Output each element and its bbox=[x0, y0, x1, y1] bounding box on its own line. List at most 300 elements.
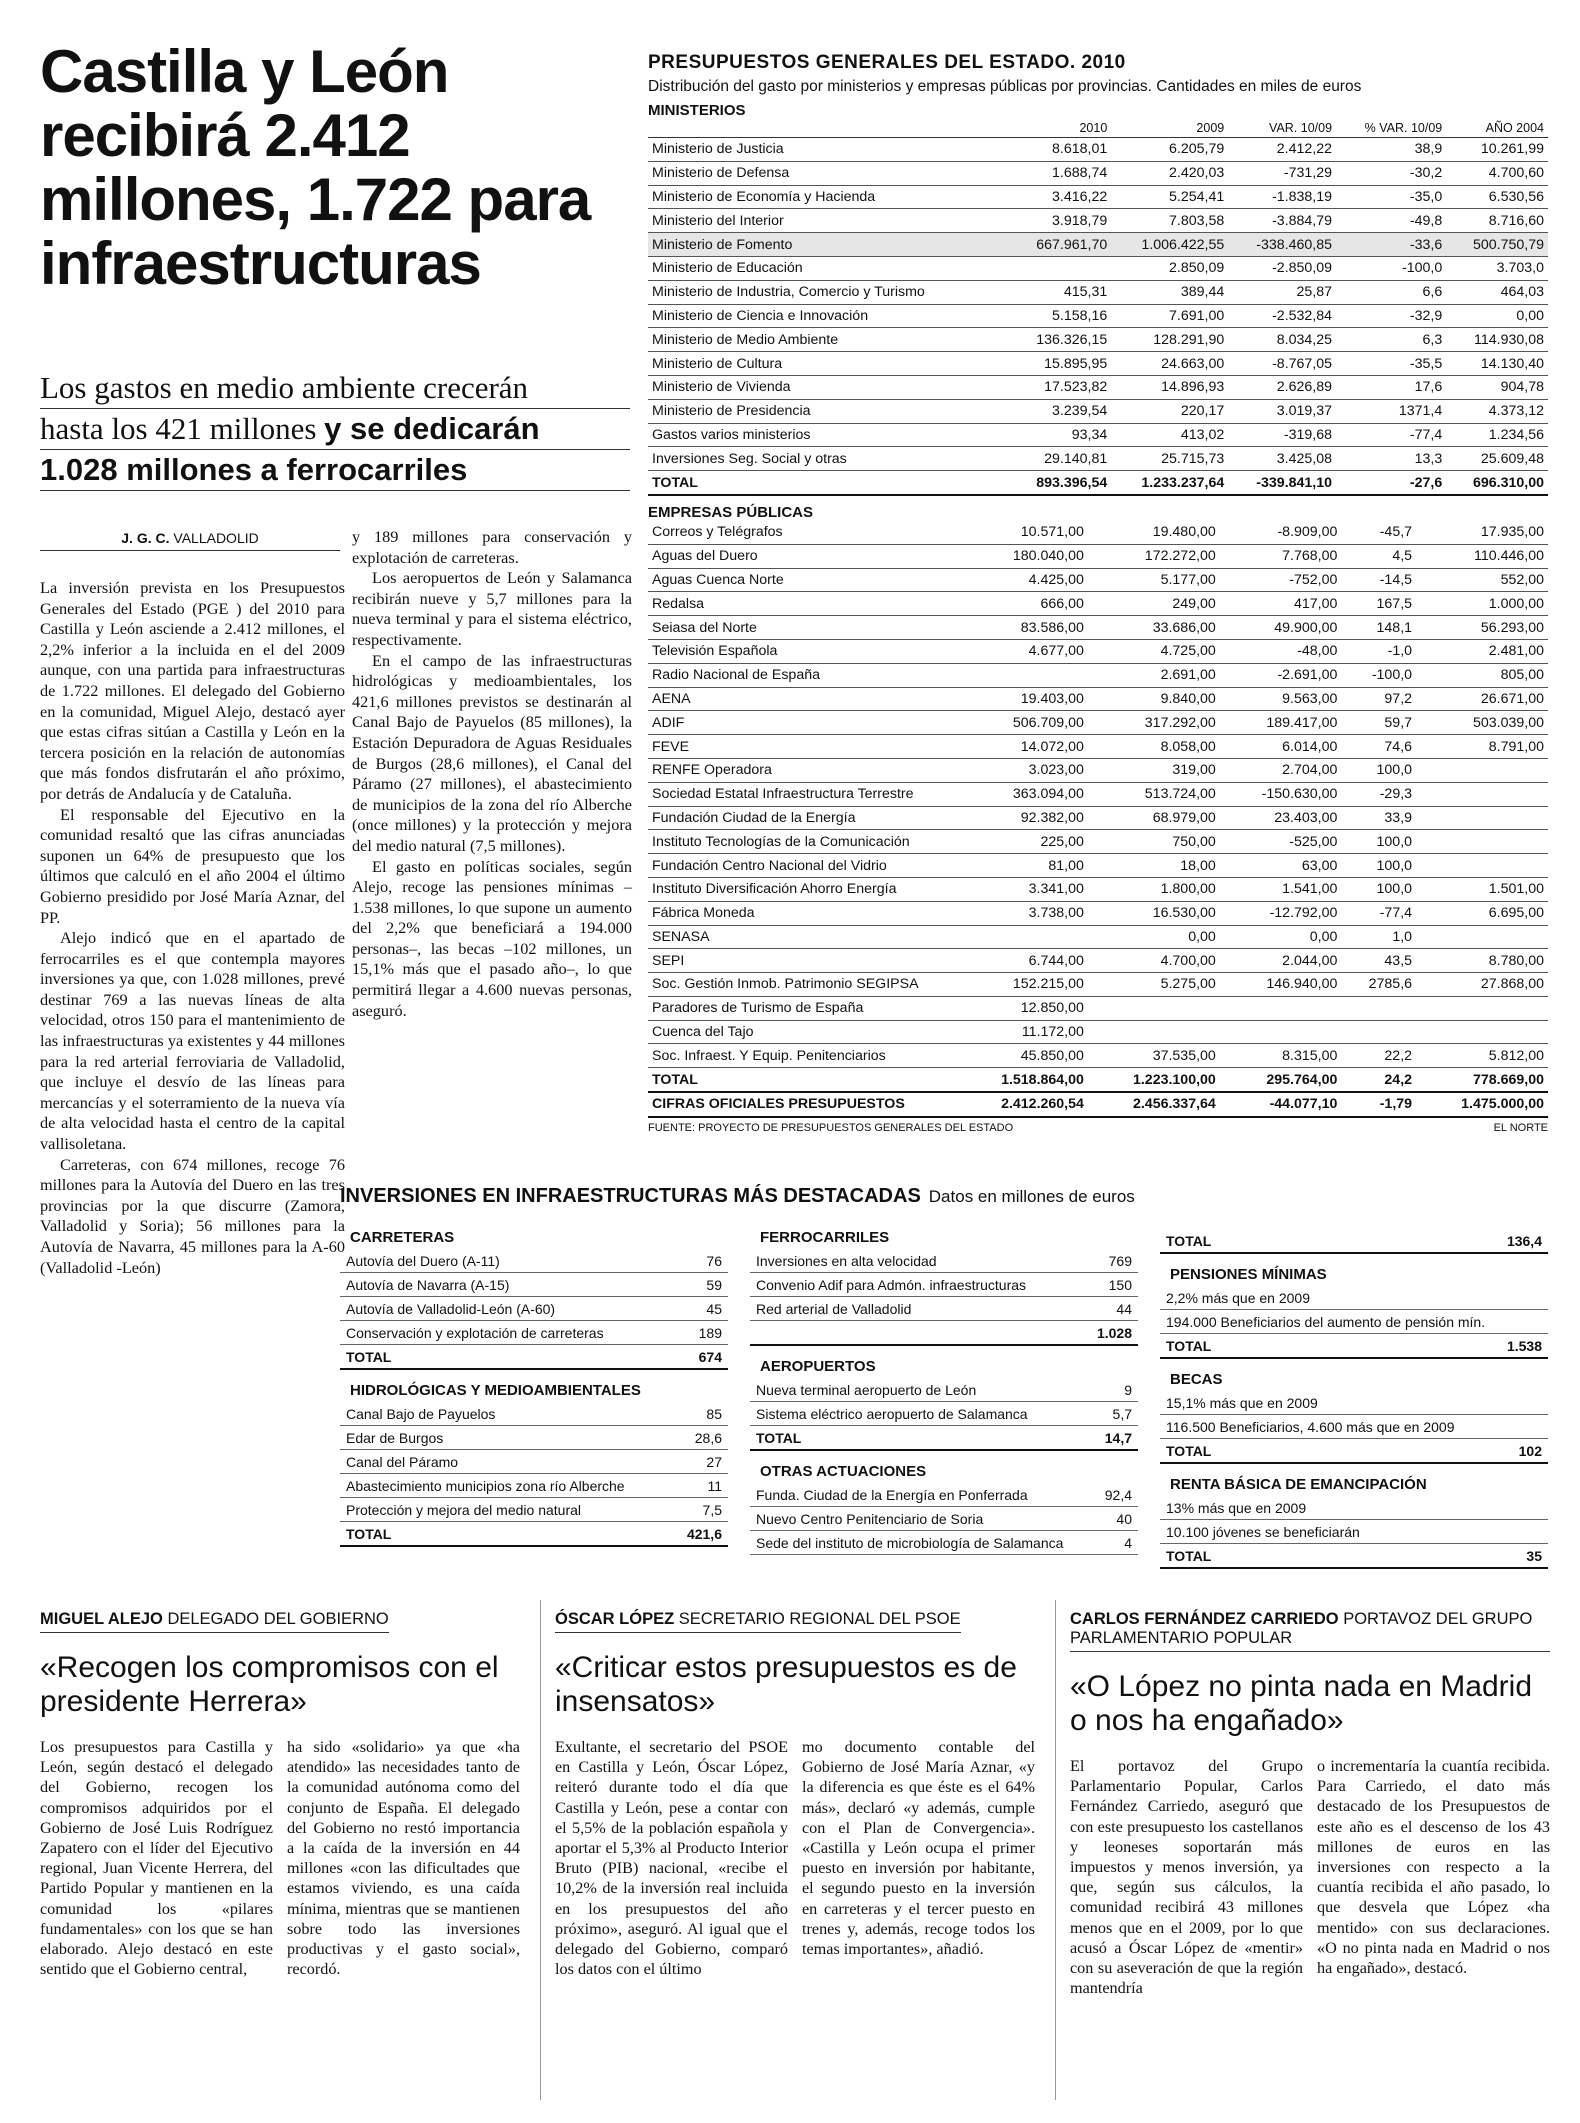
cell-value: 6.530,56 bbox=[1446, 185, 1548, 209]
cell-value: 44 bbox=[1083, 1297, 1138, 1321]
cell-value bbox=[1416, 996, 1548, 1020]
cell-value: 136.326,15 bbox=[1010, 328, 1112, 352]
paragraph: En el campo de las infraestructuras hidrológicas y medioambientales, los 421,6 millones previstos se destinarán al Canal Bajo de Payuelos (85 millones), la Estación Depuradora de Aguas Residuales de Burgos (28,6 millones), el Canal del Páramo (27 millones), el abastecimiento de municipios de la zona del río Alberche (once millones) y la protección y mejora del medio natural (7,5 millones). bbox=[352, 650, 632, 855]
table-row bbox=[648, 616, 1548, 640]
row-label: Radio Nacional de España bbox=[648, 663, 956, 687]
subhead-line-2a: hasta los 421 millones bbox=[40, 411, 317, 446]
quote-title: «O López no pinta nada en Madrid o nos ha engañado» bbox=[1070, 1670, 1532, 1737]
cell-value: 3.019,37 bbox=[1228, 399, 1336, 423]
quote-header bbox=[1070, 1610, 1550, 1652]
row-label: Red arterial de Valladolid bbox=[750, 1297, 1083, 1321]
quote-header bbox=[555, 1610, 961, 1633]
section-empresas: EMPRESAS PÚBLICAS bbox=[648, 503, 814, 521]
table-row bbox=[340, 1273, 728, 1297]
body-column-1 bbox=[40, 578, 345, 1278]
row-label: AENA bbox=[648, 687, 956, 711]
subheadline bbox=[40, 368, 630, 491]
cell-value: 3.341,00 bbox=[956, 877, 1088, 901]
cell-value: -44.077,10 bbox=[1220, 1092, 1342, 1117]
table-row bbox=[648, 185, 1548, 209]
cell-value: -33,6 bbox=[1336, 233, 1446, 257]
row-label: Paradores de Turismo de España bbox=[648, 996, 956, 1020]
cell-value: 1.000,00 bbox=[1416, 592, 1548, 616]
cell-value: -339.841,10 bbox=[1228, 471, 1336, 495]
header-cell: % VAR. 10/09 bbox=[1336, 119, 1446, 138]
cell-value: 40 bbox=[1096, 1507, 1138, 1531]
total-row bbox=[340, 1522, 728, 1547]
cell-value: 2.412,22 bbox=[1228, 138, 1336, 162]
cell-value: 2.626,89 bbox=[1228, 375, 1336, 399]
cell-value: -27,6 bbox=[1336, 471, 1446, 495]
table-row bbox=[1160, 1415, 1548, 1439]
row-label: Sociedad Estatal Infraestructura Terrestre bbox=[648, 782, 956, 806]
row-label: Sede del instituto de microbiología de Salamanca bbox=[750, 1531, 1096, 1555]
cell-value: 97,2 bbox=[1341, 687, 1416, 711]
total-row bbox=[1160, 1229, 1548, 1253]
cell-value: 4,5 bbox=[1341, 544, 1416, 568]
row-label: Ministerio de Medio Ambiente bbox=[648, 328, 1010, 352]
table-row bbox=[648, 687, 1548, 711]
cell-value: 5,7 bbox=[1091, 1402, 1138, 1426]
table-row bbox=[340, 1249, 728, 1273]
cell-value: -100,0 bbox=[1336, 256, 1446, 280]
byline-place: VALLADOLID bbox=[173, 530, 259, 546]
cell-value: 16.530,00 bbox=[1088, 901, 1220, 925]
total-row bbox=[340, 1345, 728, 1370]
cell-value: -731,29 bbox=[1228, 161, 1336, 185]
cell-value: -525,00 bbox=[1220, 830, 1342, 854]
cell-value: 319,00 bbox=[1088, 758, 1220, 782]
row-label: Ministerio de Defensa bbox=[648, 161, 1010, 185]
header-cell: 2010 bbox=[1010, 119, 1112, 138]
cell-value: 9.840,00 bbox=[1088, 687, 1220, 711]
row-label: Ministerio del Interior bbox=[648, 209, 1010, 233]
row-label: Canal Bajo de Payuelos bbox=[340, 1402, 674, 1426]
row-label: 10.100 jóvenes se beneficiarán bbox=[1160, 1520, 1502, 1544]
table-row bbox=[648, 925, 1548, 949]
row-label: Convenio Adif para Admón. infraestructuras bbox=[750, 1273, 1083, 1297]
row-label: 194.000 Beneficiarios del aumento de pensión mín. bbox=[1160, 1310, 1500, 1334]
cell-value: 3.918,79 bbox=[1010, 209, 1112, 233]
row-label: Aguas Cuenca Norte bbox=[648, 568, 956, 592]
cell-value: 8.716,60 bbox=[1446, 209, 1548, 233]
row-label: Televisión Española bbox=[648, 639, 956, 663]
row-label: TOTAL bbox=[340, 1345, 683, 1370]
speaker-name: CARLOS FERNÁNDEZ CARRIEDO bbox=[1070, 1610, 1339, 1628]
quote-lopez bbox=[555, 1610, 1035, 1979]
cell-value bbox=[1088, 1020, 1220, 1044]
cell-value bbox=[1507, 1415, 1548, 1439]
cell-value: -49,8 bbox=[1336, 209, 1446, 233]
quote-alejo bbox=[40, 1610, 520, 1979]
cell-value: 5.812,00 bbox=[1416, 1044, 1548, 1068]
cell-value: 1.538 bbox=[1500, 1334, 1548, 1359]
cell-value: 45.850,00 bbox=[956, 1044, 1088, 1068]
row-label: FEVE bbox=[648, 735, 956, 759]
investment-table bbox=[1160, 1496, 1548, 1569]
cell-value: 24,2 bbox=[1341, 1068, 1416, 1092]
cell-value: 5.158,16 bbox=[1010, 304, 1112, 328]
header-cell bbox=[648, 119, 1010, 138]
empresas-table bbox=[648, 521, 1548, 1118]
cell-value: 12.850,00 bbox=[956, 996, 1088, 1020]
credit: EL NORTE bbox=[1493, 1121, 1548, 1134]
table-row bbox=[648, 877, 1548, 901]
row-label: TOTAL bbox=[1160, 1229, 1373, 1253]
table-row bbox=[648, 568, 1548, 592]
row-label: SEPI bbox=[648, 949, 956, 973]
table-row bbox=[648, 973, 1548, 997]
table-row bbox=[648, 901, 1548, 925]
cell-value: 6.205,79 bbox=[1111, 138, 1228, 162]
cell-value: 893.396,54 bbox=[1010, 471, 1112, 495]
cell-value: 180.040,00 bbox=[956, 544, 1088, 568]
cell-value: -48,00 bbox=[1220, 639, 1342, 663]
cell-value bbox=[1416, 925, 1548, 949]
group-title: HIDROLÓGICAS Y MEDIOAMBIENTALES bbox=[350, 1382, 641, 1399]
cell-value: 25.609,48 bbox=[1446, 447, 1548, 471]
cell-value: 189.417,00 bbox=[1220, 711, 1342, 735]
cell-value bbox=[1500, 1286, 1548, 1310]
group-title: RENTA BÁSICA DE EMANCIPACIÓN bbox=[1170, 1476, 1427, 1493]
investments-column-3 bbox=[1160, 1229, 1548, 1581]
quote-body bbox=[555, 1737, 1035, 1979]
cell-value: 513.724,00 bbox=[1088, 782, 1220, 806]
paragraph: La inversión prevista en los Presupuestos Generales del Estado (PGE ) del 2010 para Castilla y León asciende a 2.412 millones, el 2,2% inferior a la incluida en el del 2009 aunque, con una partida para infraestructuras de 1.722 millones. El delegado del Gobierno en la comunidad, Miguel Alejo, destacó ayer que estas cifras sitúan a Castilla y León en la tercera posición en la relación de autonomías que más fondos disfrutarán el año próximo, por detrás de Andalucía y de Cataluña. bbox=[40, 578, 345, 803]
investment-table bbox=[1160, 1391, 1548, 1464]
quote-title: «Criticar estos presupuestos es de insensatos» bbox=[555, 1651, 1017, 1718]
cell-value bbox=[1500, 1310, 1548, 1334]
cell-value bbox=[1088, 996, 1220, 1020]
quote-column: Exultante, el secretario del PSOE en Castilla y León, Óscar López, reiteró durante todo el día que Castilla y León, pese a contar con el 5,5% de la población española y aportar el 5,3% al Producto Interior Bruto (PIB) nacional, «recibe el 10,2% de la inversión real incluida en los presupuestos del año próximo», aseguró. Al igual que el delegado del Gobierno, comparó los datos con el último bbox=[555, 1738, 788, 1979]
cell-value: 25,87 bbox=[1228, 280, 1336, 304]
speaker-role: SECRETARIO REGIONAL DEL PSOE bbox=[678, 1610, 961, 1628]
cell-value: 27 bbox=[674, 1450, 728, 1474]
investment-table bbox=[1160, 1229, 1548, 1254]
table-row bbox=[648, 328, 1548, 352]
row-label: Ministerio de Industria, Comercio y Turismo bbox=[648, 280, 1010, 304]
cell-value: 7,5 bbox=[674, 1498, 728, 1522]
cell-value: 295.764,00 bbox=[1220, 1068, 1342, 1092]
cell-value: 38,9 bbox=[1336, 138, 1446, 162]
cell-value: -1,79 bbox=[1341, 1092, 1416, 1117]
quote-body bbox=[1070, 1756, 1550, 1998]
cell-value: 14.072,00 bbox=[956, 735, 1088, 759]
table-row bbox=[648, 256, 1548, 280]
cell-value: 9 bbox=[1091, 1378, 1138, 1402]
table-row bbox=[648, 233, 1548, 257]
row-label: 2,2% más que en 2009 bbox=[1160, 1286, 1500, 1310]
cell-value: 15.895,95 bbox=[1010, 352, 1112, 376]
table-row bbox=[648, 209, 1548, 233]
row-label: Ministerio de Ciencia e Innovación bbox=[648, 304, 1010, 328]
cell-value: 85 bbox=[674, 1402, 728, 1426]
cell-value: 11.172,00 bbox=[956, 1020, 1088, 1044]
cell-value: -319,68 bbox=[1228, 423, 1336, 447]
cell-value: 172.272,00 bbox=[1088, 544, 1220, 568]
table-row bbox=[340, 1402, 728, 1426]
cell-value: 49.900,00 bbox=[1220, 616, 1342, 640]
table-row bbox=[750, 1378, 1138, 1402]
cell-value: 3.416,22 bbox=[1010, 185, 1112, 209]
row-label: Ministerio de Educación bbox=[648, 256, 1010, 280]
row-label: Cuenca del Tajo bbox=[648, 1020, 956, 1044]
cell-value: 666,00 bbox=[956, 592, 1088, 616]
byline bbox=[40, 530, 340, 551]
cell-value: 2785,6 bbox=[1341, 973, 1416, 997]
cell-value: 4.700,00 bbox=[1088, 949, 1220, 973]
cell-value: 4.725,00 bbox=[1088, 639, 1220, 663]
row-label: Fundación Ciudad de la Energía bbox=[648, 806, 956, 830]
cell-value bbox=[1416, 782, 1548, 806]
cell-value: 13,3 bbox=[1336, 447, 1446, 471]
cell-value: 2.481,00 bbox=[1416, 639, 1548, 663]
investments-column-2 bbox=[750, 1229, 1138, 1567]
row-label: 116.500 Beneficiarios, 4.600 más que en 2009 bbox=[1160, 1415, 1507, 1439]
cell-value: -2.691,00 bbox=[1220, 663, 1342, 687]
total-row bbox=[1160, 1544, 1548, 1569]
speaker-name: ÓSCAR LÓPEZ bbox=[555, 1610, 675, 1628]
row-label: ADIF bbox=[648, 711, 956, 735]
section-ministerios: MINISTERIOS bbox=[648, 102, 746, 119]
group-title: AEROPUERTOS bbox=[760, 1358, 876, 1375]
cell-value: 389,44 bbox=[1111, 280, 1228, 304]
cell-value bbox=[956, 663, 1088, 687]
cell-value: 100,0 bbox=[1341, 830, 1416, 854]
cell-value: -35,0 bbox=[1336, 185, 1446, 209]
cell-value: 506.709,00 bbox=[956, 711, 1088, 735]
row-label: RENFE Operadora bbox=[648, 758, 956, 782]
cell-value: 150 bbox=[1083, 1273, 1138, 1297]
investment-table bbox=[750, 1249, 1138, 1346]
table-row bbox=[648, 663, 1548, 687]
investment-table bbox=[340, 1402, 728, 1547]
table-row bbox=[648, 639, 1548, 663]
paragraph: Alejo indicó que en el apartado de ferrocarriles es el que contempla mayores inversiones ya que, con 1.028 millones, prevé destinar 769 a las nuevas líneas de alta velocidad, otros 150 para el mantenimiento de las infraestructuras ya existentes y 44 millones para la red arterial ferroviaria de Valladolid, que incluye el desvío de las líneas para mercancías y el soterramiento de la nueva vía de alta velocidad hasta el centro de la capital vallisoletana. bbox=[40, 928, 345, 1154]
cell-value: 11 bbox=[674, 1474, 728, 1498]
investments-subtitle: Datos en millones de euros bbox=[928, 1187, 1135, 1206]
row-label: Autovía de Valladolid-León (A-60) bbox=[340, 1297, 683, 1321]
cell-value: 1,0 bbox=[1341, 925, 1416, 949]
cell-value: 18,00 bbox=[1088, 854, 1220, 878]
quote-column: ha sido «solidario» ya que «ha atendido» las necesidades tanto de la comunidad autónoma como del conjunto de España. El delegado del Gobierno no restó importancia a la caída de la inversión en 44 millones «con las dificultades que estamos viviendo, es una caída mínima, mientras que se mantienen sobre todo las inversiones productivas y el gasto social», recordó. bbox=[287, 1738, 520, 1979]
investment-table bbox=[1160, 1286, 1548, 1359]
row-label: Aguas del Duero bbox=[648, 544, 956, 568]
table-row bbox=[750, 1507, 1138, 1531]
cell-value: 805,00 bbox=[1416, 663, 1548, 687]
cell-value: 667.961,70 bbox=[1010, 233, 1112, 257]
cell-value: 6.014,00 bbox=[1220, 735, 1342, 759]
cell-value: 249,00 bbox=[1088, 592, 1220, 616]
table-row bbox=[750, 1249, 1138, 1273]
header-cell: VAR. 10/09 bbox=[1228, 119, 1336, 138]
cell-value: 2.456.337,64 bbox=[1088, 1092, 1220, 1117]
speaker-name: MIGUEL ALEJO bbox=[40, 1610, 163, 1628]
cell-value: 3.239,54 bbox=[1010, 399, 1112, 423]
cell-value: 4.677,00 bbox=[956, 639, 1088, 663]
row-label: Correos y Telégrafos bbox=[648, 521, 956, 544]
table-row bbox=[648, 304, 1548, 328]
cell-value: 3.703,0 bbox=[1446, 256, 1548, 280]
table-row bbox=[340, 1297, 728, 1321]
cell-value bbox=[1416, 854, 1548, 878]
quote-column: El portavoz del Grupo Parlamentario Popular, Carlos Fernández Carriedo, aseguró que con este presupuesto los castellanos y leoneses soportarán más impuestos y menos inversión, ya que, según sus cálculos, la comunidad recibirá 43 millones menos que en el 2009, por lo que acusó a Óscar López de «mentir» con su aseveración de que la región mantendría bbox=[1070, 1757, 1303, 1998]
table-row bbox=[648, 521, 1548, 544]
cell-value: 2.691,00 bbox=[1088, 663, 1220, 687]
row-label: Canal del Páramo bbox=[340, 1450, 674, 1474]
official-total-row bbox=[648, 1092, 1548, 1117]
row-label: Instituto Diversificación Ahorro Energía bbox=[648, 877, 956, 901]
cell-value: 3.738,00 bbox=[956, 901, 1088, 925]
row-label: Protección y mejora del medio natural bbox=[340, 1498, 674, 1522]
cell-value: 45 bbox=[683, 1297, 728, 1321]
table-header-row bbox=[648, 119, 1548, 138]
cell-value: 17.523,82 bbox=[1010, 375, 1112, 399]
row-label: Instituto Tecnologías de la Comunicación bbox=[648, 830, 956, 854]
cell-value: -30,2 bbox=[1336, 161, 1446, 185]
cell-value: 8.780,00 bbox=[1416, 949, 1548, 973]
quote-title: «Recogen los compromisos con el presidente Herrera» bbox=[40, 1651, 499, 1718]
budget-table-subtitle: Distribución del gasto por ministerios y empresas públicas por provincias. Cantidades en miles de euros bbox=[648, 78, 1362, 95]
total-row bbox=[1160, 1439, 1548, 1464]
cell-value: 8.058,00 bbox=[1088, 735, 1220, 759]
quote-header bbox=[40, 1610, 389, 1633]
cell-value: 10.571,00 bbox=[956, 521, 1088, 544]
quote-column: mo documento contable del Gobierno de José María Aznar, «y la diferencia es que éste es el 64% más», declaró «y además, cumple con el Plan de Convergencia». «Castilla y León ocupa el primer puesto en inversión por habitante, el segundo puesto en la inversión en carreteras y el tercer puesto en trenes y, además, recoge todos los temas importantes», añadió. bbox=[802, 1738, 1035, 1959]
group-title: PENSIONES MÍNIMAS bbox=[1170, 1266, 1327, 1283]
row-label: Funda. Ciudad de la Energía en Ponferrada bbox=[750, 1483, 1096, 1507]
row-label: CIFRAS OFICIALES PRESUPUESTOS bbox=[648, 1092, 956, 1117]
cell-value: 23.403,00 bbox=[1220, 806, 1342, 830]
row-label: TOTAL bbox=[1160, 1439, 1507, 1464]
budget-table-title: PRESUPUESTOS GENERALES DEL ESTADO. 2010 bbox=[648, 52, 1126, 73]
cell-value: 0,00 bbox=[1220, 925, 1342, 949]
cell-value: 28,6 bbox=[674, 1426, 728, 1450]
row-label: TOTAL bbox=[750, 1426, 1091, 1451]
table-row bbox=[1160, 1496, 1548, 1520]
divider bbox=[540, 1600, 541, 2100]
row-label: Inversiones Seg. Social y otras bbox=[648, 447, 1010, 471]
table-row bbox=[340, 1321, 728, 1345]
cell-value: 27.868,00 bbox=[1416, 973, 1548, 997]
cell-value: 136,4 bbox=[1373, 1229, 1548, 1253]
subhead-line-2b: y se dedicarán bbox=[324, 411, 540, 446]
cell-value: -338.460,85 bbox=[1228, 233, 1336, 257]
cell-value: 464,03 bbox=[1446, 280, 1548, 304]
table-row bbox=[340, 1474, 728, 1498]
cell-value: 1.475.000,00 bbox=[1416, 1092, 1548, 1117]
cell-value: -1.838,19 bbox=[1228, 185, 1336, 209]
cell-value: 363.094,00 bbox=[956, 782, 1088, 806]
table-row bbox=[750, 1273, 1138, 1297]
body-column-2 bbox=[352, 527, 632, 1021]
cell-value: -2.850,09 bbox=[1228, 256, 1336, 280]
table-row bbox=[340, 1498, 728, 1522]
cell-value: 14.130,40 bbox=[1446, 352, 1548, 376]
row-label: Seiasa del Norte bbox=[648, 616, 956, 640]
cell-value: 17.935,00 bbox=[1416, 521, 1548, 544]
cell-value: 92,4 bbox=[1096, 1483, 1138, 1507]
cell-value: 904,78 bbox=[1446, 375, 1548, 399]
cell-value: -35,5 bbox=[1336, 352, 1446, 376]
row-label: Edar de Burgos bbox=[340, 1426, 674, 1450]
row-label: 13% más que en 2009 bbox=[1160, 1496, 1502, 1520]
row-label: Soc. Gestión Inmob. Patrimonio SEGIPSA bbox=[648, 973, 956, 997]
cell-value: 4.373,12 bbox=[1446, 399, 1548, 423]
cell-value: 4.425,00 bbox=[956, 568, 1088, 592]
group-title: FERROCARRILES bbox=[760, 1229, 890, 1246]
row-label bbox=[750, 1321, 1083, 1346]
total-row bbox=[648, 1068, 1548, 1092]
total-row bbox=[750, 1426, 1138, 1451]
cell-value: 750,00 bbox=[1088, 830, 1220, 854]
table-row bbox=[648, 830, 1548, 854]
row-label: Autovía de Navarra (A-15) bbox=[340, 1273, 683, 1297]
table-row bbox=[648, 375, 1548, 399]
cell-value: 5.275,00 bbox=[1088, 973, 1220, 997]
table-row bbox=[648, 352, 1548, 376]
cell-value: 417,00 bbox=[1220, 592, 1342, 616]
cell-value: 14.896,93 bbox=[1111, 375, 1228, 399]
header-cell: 2009 bbox=[1111, 119, 1228, 138]
row-label: Autovía del Duero (A-11) bbox=[340, 1249, 683, 1273]
subhead-line-3: 1.028 millones a ferrocarriles bbox=[40, 450, 630, 491]
table-row bbox=[750, 1402, 1138, 1426]
cell-value: 100,0 bbox=[1341, 877, 1416, 901]
table-row bbox=[1160, 1391, 1548, 1415]
cell-value: 43,5 bbox=[1341, 949, 1416, 973]
cell-value: 3.425,08 bbox=[1228, 447, 1336, 471]
table-row bbox=[648, 399, 1548, 423]
cell-value: 1.006.422,55 bbox=[1111, 233, 1228, 257]
cell-value: 76 bbox=[683, 1249, 728, 1273]
row-label: Nueva terminal aeropuerto de León bbox=[750, 1378, 1091, 1402]
row-label: Gastos varios ministerios bbox=[648, 423, 1010, 447]
row-label: Sistema eléctrico aeropuerto de Salamanca bbox=[750, 1402, 1091, 1426]
divider bbox=[1055, 1600, 1056, 2100]
cell-value: 83.586,00 bbox=[956, 616, 1088, 640]
table-row bbox=[648, 447, 1548, 471]
quote-column: Los presupuestos para Castilla y León, según destacó el delegado del Gobierno, recogen los compromisos adquiridos por el Gobierno de José Luis Rodríguez Zapatero con el líder del Ejecutivo regional, Juan Vicente Herrera, del Partido Popular y mantienen en la comunidad los «pilares fundamentales» con los que se han elaborado. Alejo destacó en este sentido que el Gobierno central, bbox=[40, 1738, 273, 1979]
cell-value: 22,2 bbox=[1341, 1044, 1416, 1068]
cell-value: 8.791,00 bbox=[1416, 735, 1548, 759]
cell-value: -8.767,05 bbox=[1228, 352, 1336, 376]
table-row bbox=[648, 1020, 1548, 1044]
row-label: Ministerio de Fomento bbox=[648, 233, 1010, 257]
cell-value: -77,4 bbox=[1336, 423, 1446, 447]
investments-box bbox=[340, 1185, 1550, 1564]
paragraph: El responsable del Ejecutivo en la comunidad resaltó que las cifras anunciadas suponen un 64% de presupuesto que los últimos que calculó en el año 2004 el último Gobierno presidido por José María Aznar, del PP. bbox=[40, 804, 345, 927]
cell-value: 33,9 bbox=[1341, 806, 1416, 830]
row-label: 15,1% más que en 2009 bbox=[1160, 1391, 1507, 1415]
cell-value: 1.800,00 bbox=[1088, 877, 1220, 901]
cell-value: 7.768,00 bbox=[1220, 544, 1342, 568]
cell-value: 1371,4 bbox=[1336, 399, 1446, 423]
row-label: Soc. Infraest. Y Equip. Penitenciarios bbox=[648, 1044, 956, 1068]
cell-value bbox=[1220, 1020, 1342, 1044]
cell-value: 19.403,00 bbox=[956, 687, 1088, 711]
cell-value: 503.039,00 bbox=[1416, 711, 1548, 735]
row-label: TOTAL bbox=[340, 1522, 674, 1547]
paragraph: Carreteras, con 674 millones, recoge 76 millones para la Autovía del Duero en las tres provincias por la que discurre (Zamora, Valladolid y Soria); 56 millones para la Autovía de Navarra, 45 millones para la A-60 (Valladolid -León) bbox=[40, 1154, 345, 1277]
cell-value: 1.234,56 bbox=[1446, 423, 1548, 447]
cell-value: 778.669,00 bbox=[1416, 1068, 1548, 1092]
cell-value: 421,6 bbox=[674, 1522, 728, 1547]
cell-value: 17,6 bbox=[1336, 375, 1446, 399]
cell-value: 128.291,90 bbox=[1111, 328, 1228, 352]
cell-value: 5.177,00 bbox=[1088, 568, 1220, 592]
table-row bbox=[750, 1531, 1138, 1555]
